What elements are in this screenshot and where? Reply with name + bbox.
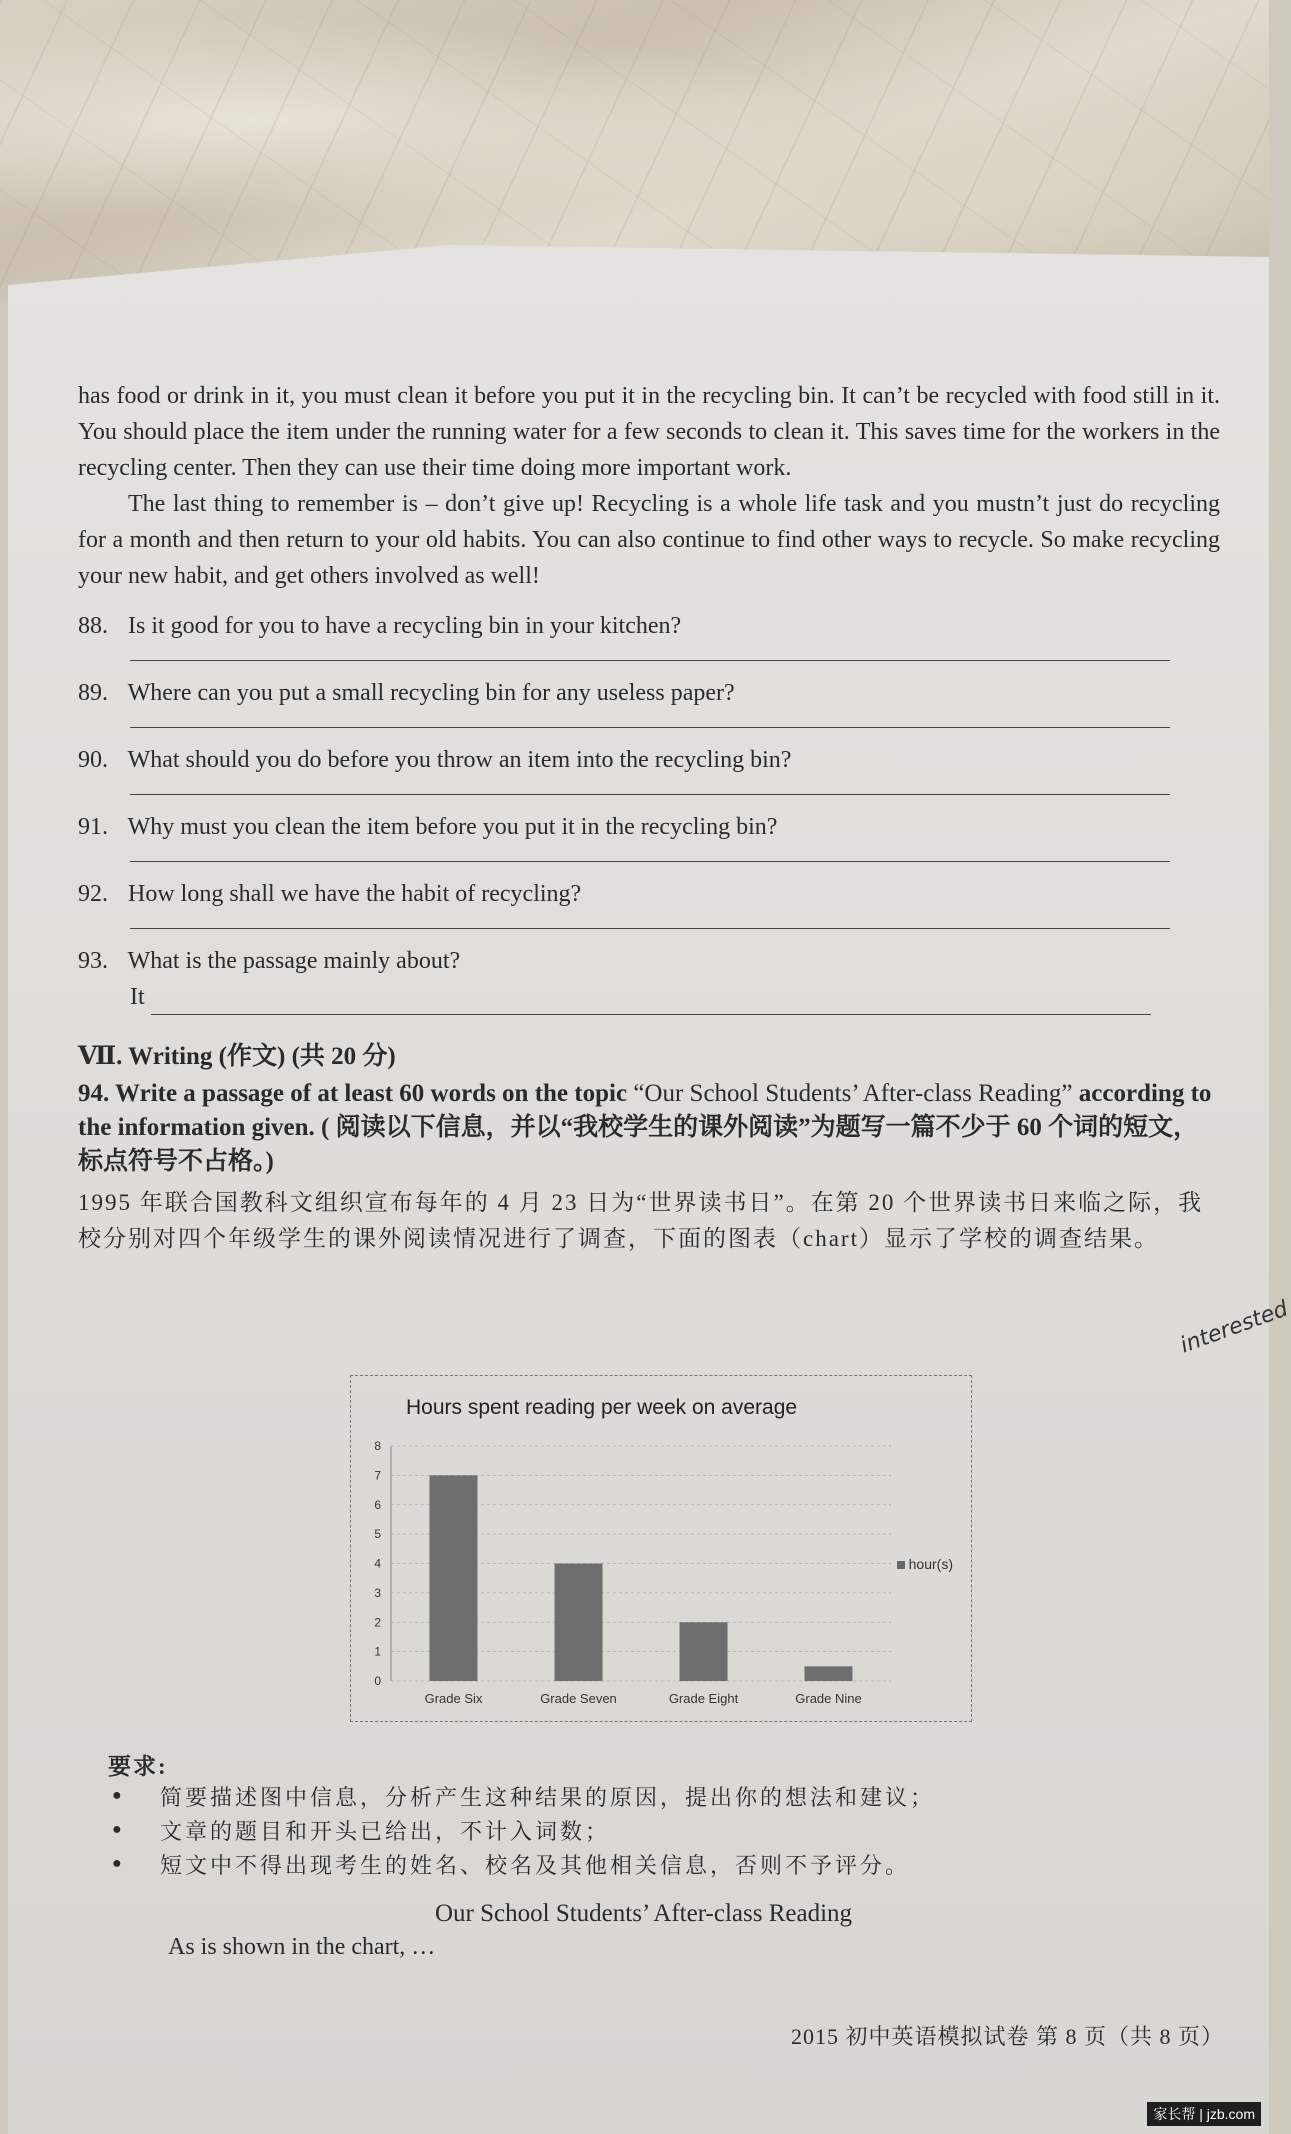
requirement-item: ● 文章的题目和开头已给出，不计入词数； <box>108 1815 935 1849</box>
y-tick-label: 7 <box>374 1468 381 1483</box>
y-tick-label: 3 <box>374 1585 381 1600</box>
y-tick-label: 1 <box>374 1644 381 1659</box>
y-tick-label: 5 <box>374 1527 381 1542</box>
x-tick-label: Grade Seven <box>540 1691 617 1706</box>
requirement-item: ● 简要描述图中信息，分析产生这种结果的原因，提出你的想法和建议； <box>108 1781 935 1815</box>
question-text: How long shall we have the habit of recycling? <box>128 881 582 907</box>
site-watermark: 家长帮 | jzb.com <box>1147 2102 1261 2126</box>
writing-task-text-2: according to the information given. ( 阅读以下信息，并以“我校学生的课外阅读”为题写一篇不少于 60 个词的短文，标点符号不占格。) <box>78 1080 1212 1175</box>
chart-plot <box>351 1376 971 1721</box>
chart-legend <box>897 1556 953 1572</box>
answer-line[interactable] <box>130 918 1170 929</box>
question-text: Why must you clean the item before you put it in the recycling bin? <box>127 814 778 840</box>
question-91 <box>78 809 1220 862</box>
essay-opening: As is shown in the chart, … <box>168 1934 436 1960</box>
question-number: 89. <box>78 680 108 706</box>
answer-line[interactable] <box>130 717 1170 728</box>
bar-grade-six <box>430 1475 478 1681</box>
page-content <box>78 378 1220 1257</box>
bar-grade-seven <box>555 1564 603 1682</box>
y-tick-label: 0 <box>374 1674 381 1688</box>
question-text: What is the passage mainly about? <box>127 948 461 974</box>
legend-swatch <box>897 1561 905 1569</box>
question-88 <box>78 608 1220 661</box>
writing-topic: “Our School Students’ After-class Reading” <box>633 1080 1073 1107</box>
legend-label: hour(s) <box>908 1556 953 1572</box>
handwritten-note: interested <box>1177 1296 1291 1359</box>
bar-grade-nine <box>805 1666 853 1681</box>
question-text: Where can you put a small recycling bin for any useless paper? <box>127 680 735 706</box>
essay-title: Our School Students’ After-class Reading <box>435 1900 853 1927</box>
answer-prefix: It <box>130 984 145 1010</box>
writing-task <box>78 1077 1220 1179</box>
x-tick-label: Grade Six <box>424 1691 483 1706</box>
page-footer: 2015 初中英语模拟试卷 第 8 页（共 8 页） <box>790 2024 1224 2049</box>
question-89 <box>78 675 1220 728</box>
question-number: 91. <box>78 814 108 840</box>
chart-title: Hours spent reading per week on average <box>406 1396 798 1419</box>
question-92 <box>78 876 1220 929</box>
writing-task-text: 94. Write a passage of at least 60 words on the topic <box>78 1080 634 1107</box>
requirement-item: ● 短文中不得出现考生的姓名、校名及其他相关信息，否则不予评分。 <box>108 1849 935 1883</box>
question-text: Is it good for you to have a recycling bin in your kitchen? <box>128 613 682 639</box>
question-number: 92. <box>78 881 108 907</box>
answer-line[interactable] <box>151 994 1151 1015</box>
question-number: 90. <box>78 747 108 773</box>
writing-intro: 1995 年联合国教科文组织宣布每年的 4 月 23 日为“世界读书日”。在第 20 个世界读书日来临之际，我校分别对四个年级学生的课外阅读情况进行了调查，下面的图表（chart）显示了学校的调查结果。 <box>78 1190 1204 1251</box>
y-tick-label: 2 <box>374 1615 381 1630</box>
answer-line[interactable] <box>130 851 1170 862</box>
reading-hours-chart <box>350 1375 972 1722</box>
y-tick-label: 6 <box>374 1497 381 1512</box>
question-93 <box>78 943 1220 1015</box>
answer-line[interactable] <box>130 784 1170 795</box>
question-number: 88. <box>78 613 108 639</box>
requirements-title: 要求: <box>108 1754 168 1779</box>
x-tick-label: Grade Nine <box>795 1691 862 1706</box>
question-90 <box>78 742 1220 795</box>
y-tick-label: 8 <box>374 1439 381 1453</box>
question-text: What should you do before you throw an item into the recycling bin? <box>127 747 792 773</box>
x-tick-label: Grade Eight <box>668 1691 739 1706</box>
section-heading: Ⅶ. Writing (作文) (共 20 分) <box>78 1043 396 1070</box>
y-tick-label: 4 <box>374 1556 381 1571</box>
question-number: 93. <box>78 948 108 974</box>
requirements <box>108 1748 935 1883</box>
answer-line[interactable] <box>130 650 1170 661</box>
bar-grade-eight <box>680 1622 728 1681</box>
passage-paragraph-1: has food or drink in it, you must clean it before you put it in the recycling bin. It can’t be recycled with food still in it. You should place the item under the running water for a few seconds to clean it. This saves time for the workers in the recycling center. Then they can use their time doing more important work. <box>78 383 1220 481</box>
passage-paragraph-2: The last thing to remember is – don’t give up! Recycling is a whole life task and you mustn’t just do recycling for a month and then return to your old habits. You can also continue to find other ways to recycle. So make recycling your new habit, and get others involved as well! <box>78 491 1220 589</box>
